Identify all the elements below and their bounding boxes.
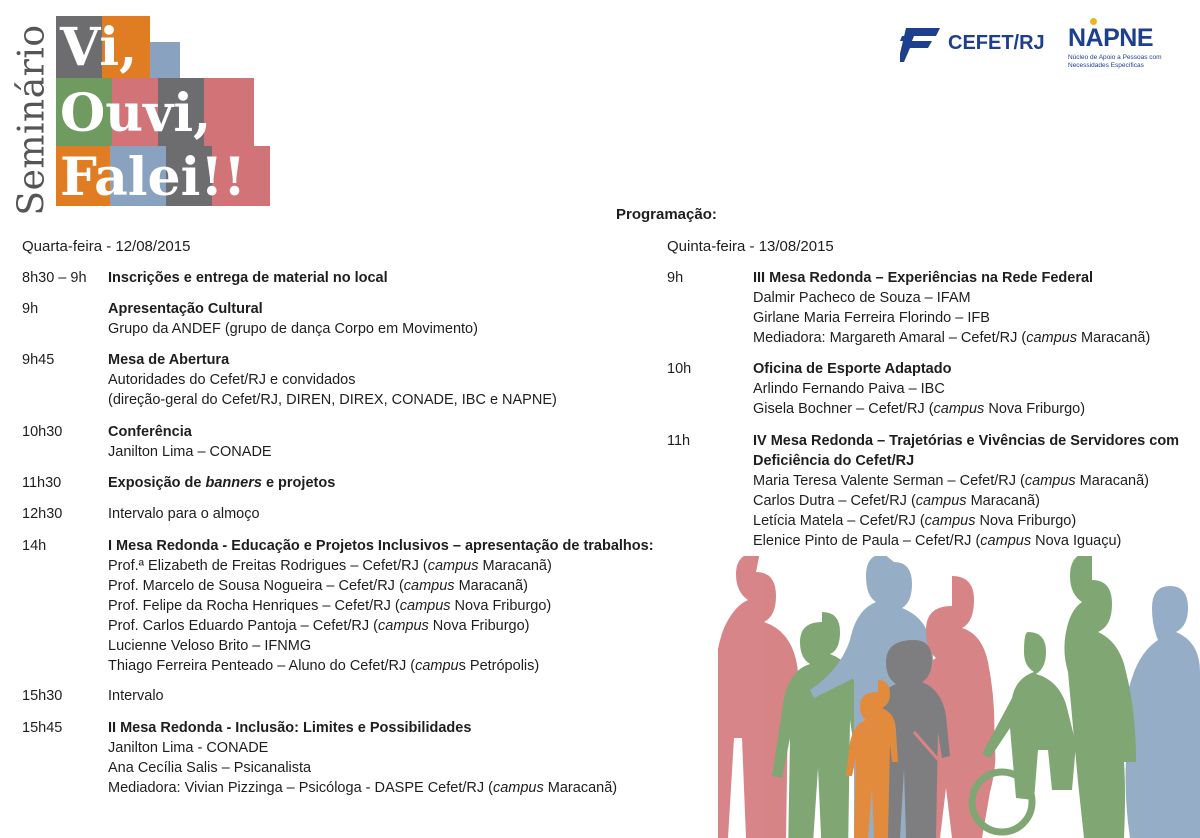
campus-label: campus — [492, 780, 544, 796]
session-detail-line: Arlindo Fernando Paiva – IBC — [753, 381, 945, 397]
session-detail-line: Janilton Lima - CONADE — [108, 740, 269, 756]
detail-text: Prof. Felipe da Rocha Henriques – Cefet/RJ ( — [108, 598, 400, 614]
detail-text: Mediadora: Margareth Amaral – Cefet/RJ ( — [753, 330, 1027, 346]
people-silhouettes-illustration — [718, 556, 1200, 838]
schedule-body — [108, 350, 557, 410]
schedule-time: 14h — [22, 538, 47, 554]
silhouette — [1123, 586, 1200, 838]
detail-text: Thiago Ferreira Penteado – Aluno do Cefet/RJ ( — [108, 658, 416, 674]
session-title: Conferência — [108, 424, 192, 440]
detail-text: Prof. Carlos Eduardo Pantoja – Cefet/RJ ( — [108, 618, 378, 634]
session-detail-line — [753, 399, 1085, 419]
session-detail-line — [108, 616, 654, 636]
detail-text: Maracanã) — [543, 780, 618, 796]
session-detail-line: Janilton Lima – CONADE — [108, 444, 272, 460]
seminar-title-block — [11, 12, 288, 216]
day-2-title: Quinta-feira - 13/08/2015 — [667, 238, 834, 255]
detail-text: Nova Friburgo) — [984, 401, 1086, 417]
detail-text: Prof.ª Elizabeth de Freitas Rodrigues – Cefet/RJ ( — [108, 558, 428, 574]
schedule-time: 10h — [667, 361, 692, 377]
detail-text: Nova Iguaçu) — [1031, 533, 1122, 549]
cefet-emblem-icon — [900, 22, 942, 66]
schedule-body — [108, 268, 388, 288]
campus-label: campu — [415, 658, 459, 674]
schedule-body — [108, 422, 272, 462]
title-line-3: Falei!! — [60, 147, 247, 208]
session-detail-line: Girlane Maria Ferreira Florindo – IFB — [753, 310, 990, 326]
schedule-body — [108, 473, 335, 493]
session-detail-line — [108, 556, 654, 576]
detail-text: Maracanã) — [478, 558, 552, 574]
detail-text: s Petrópolis) — [458, 658, 540, 674]
session-detail-line — [753, 531, 1179, 551]
title-square — [150, 42, 180, 78]
schedule-time: 11h30 — [22, 475, 62, 491]
silhouette — [1064, 556, 1136, 838]
session-title-part: Exposição de — [108, 475, 206, 491]
session-detail-line: (direção-geral do Cefet/RJ, DIREN, DIREX, CONADE, IBC e NAPNE) — [108, 392, 557, 408]
campus-label: campus — [915, 493, 967, 509]
session-title: I Mesa Redonda - Educação e Projetos Inclusivos – apresentação de trabalhos: — [108, 538, 654, 554]
session-detail-line: Dalmir Pacheco de Souza – IFAM — [753, 290, 971, 306]
detail-text: Prof. Marcelo de Sousa Nogueira – Cefet/RJ ( — [108, 578, 404, 594]
detail-text: Maria Teresa Valente Serman – Cefet/RJ ( — [753, 473, 1025, 489]
schedule-body — [108, 299, 478, 339]
session-title: Intervalo para o almoço — [108, 506, 260, 522]
title-line-1: Vi, — [60, 17, 138, 78]
schedule-time: 9h45 — [22, 352, 55, 368]
detail-text: Maracanã) — [454, 578, 528, 594]
schedule-body — [753, 359, 1085, 419]
session-title: Oficina de Esporte Adaptado — [753, 361, 952, 377]
session-detail-line: Autoridades do Cefet/RJ e convidados — [108, 372, 356, 388]
session-title: Apresentação Cultural — [108, 301, 263, 317]
session-title: Inscrições e entrega de material no local — [108, 270, 388, 286]
schedule-time: 8h30 – 9h — [22, 270, 87, 286]
detail-text: Nova Friburgo) — [975, 513, 1077, 529]
session-title — [108, 473, 335, 493]
title-line-2: Ouvi, — [60, 83, 212, 144]
session-detail-line: Grupo da ANDEF (grupo de dança Corpo em Movimento) — [108, 321, 478, 337]
campus-label: campus — [980, 533, 1032, 549]
detail-text: Mediadora: Vivian Pizzinga – Psicóloga - DASPE Cefet/RJ ( — [108, 780, 493, 796]
campus-label: campus — [403, 578, 455, 594]
session-detail-line — [753, 471, 1179, 491]
campus-label: campus — [1024, 473, 1076, 489]
session-detail-line — [753, 328, 1150, 348]
session-title: II Mesa Redonda - Inclusão: Limites e Possibilidades — [108, 720, 472, 736]
schedule-time: 15h45 — [22, 720, 63, 736]
schedule-body — [108, 504, 260, 524]
session-title-part: banners — [205, 475, 262, 491]
detail-text: Maracanã) — [966, 493, 1040, 509]
napne-logo — [1066, 18, 1166, 74]
session-detail-line — [753, 491, 1179, 511]
campus-label: campus — [399, 598, 451, 614]
campus-label: campus — [378, 618, 429, 634]
schedule-body — [753, 268, 1150, 348]
seminario-vertical-text: Seminário — [11, 24, 53, 216]
schedule-body — [753, 431, 1179, 551]
napne-logo-subtitle: Núcleo de Apoio a Pessoas com Necessidades Específicas — [1068, 54, 1162, 69]
session-detail-line — [753, 511, 1179, 531]
detail-text: Letícia Matela – Cefet/RJ ( — [753, 513, 925, 529]
session-detail-line — [108, 576, 654, 596]
schedule-time: 11h — [667, 433, 691, 449]
session-title: Intervalo — [108, 688, 164, 704]
program-title: Programação: — [616, 206, 717, 223]
day-1-title: Quarta-feira - 12/08/2015 — [22, 238, 191, 255]
campus-label: campus — [933, 401, 985, 417]
session-detail-line — [108, 656, 654, 676]
schedule-time: 15h30 — [22, 688, 63, 704]
session-title: IV Mesa Redonda – Trajetórias e Vivências de Servidores com — [753, 433, 1180, 449]
detail-text: Elenice Pinto de Paula – Cefet/RJ ( — [753, 533, 981, 549]
detail-text: Maracanã) — [1075, 473, 1149, 489]
schedule-body — [108, 536, 654, 676]
session-detail-line: Ana Cecília Salis – Psicanalista — [108, 760, 312, 776]
session-detail-line — [108, 778, 617, 798]
schedule-time: 9h — [667, 270, 684, 286]
session-title-part: e projetos — [261, 475, 336, 491]
cefet-logo — [900, 22, 1050, 68]
campus-label: campus — [427, 558, 479, 574]
schedule-time: 9h — [22, 301, 39, 317]
session-title-continued: Deficiência do Cefet/RJ — [753, 453, 915, 469]
schedule-body — [108, 686, 164, 706]
schedule-time: 10h30 — [22, 424, 63, 440]
campus-label: campus — [924, 513, 976, 529]
detail-text: Carlos Dutra – Cefet/RJ ( — [753, 493, 916, 509]
session-detail-line: Lucienne Veloso Brito – IFNMG — [108, 638, 312, 654]
schedule-time: 12h30 — [22, 506, 63, 522]
detail-text: Gisela Bochner – Cefet/RJ ( — [753, 401, 934, 417]
title-square — [204, 78, 254, 146]
session-detail-line — [108, 596, 654, 616]
cefet-logo-text: CEFET/RJ — [948, 32, 1045, 54]
detail-text: Nova Friburgo) — [428, 618, 530, 634]
napne-logo-text: NAPNE — [1068, 24, 1154, 52]
detail-text: Maracanã) — [1076, 330, 1151, 346]
campus-label: campus — [1026, 330, 1077, 346]
session-title: III Mesa Redonda – Experiências na Rede Federal — [753, 270, 1094, 286]
session-title: Mesa de Abertura — [108, 352, 230, 368]
detail-text: Nova Friburgo) — [450, 598, 552, 614]
schedule-body — [108, 718, 617, 798]
